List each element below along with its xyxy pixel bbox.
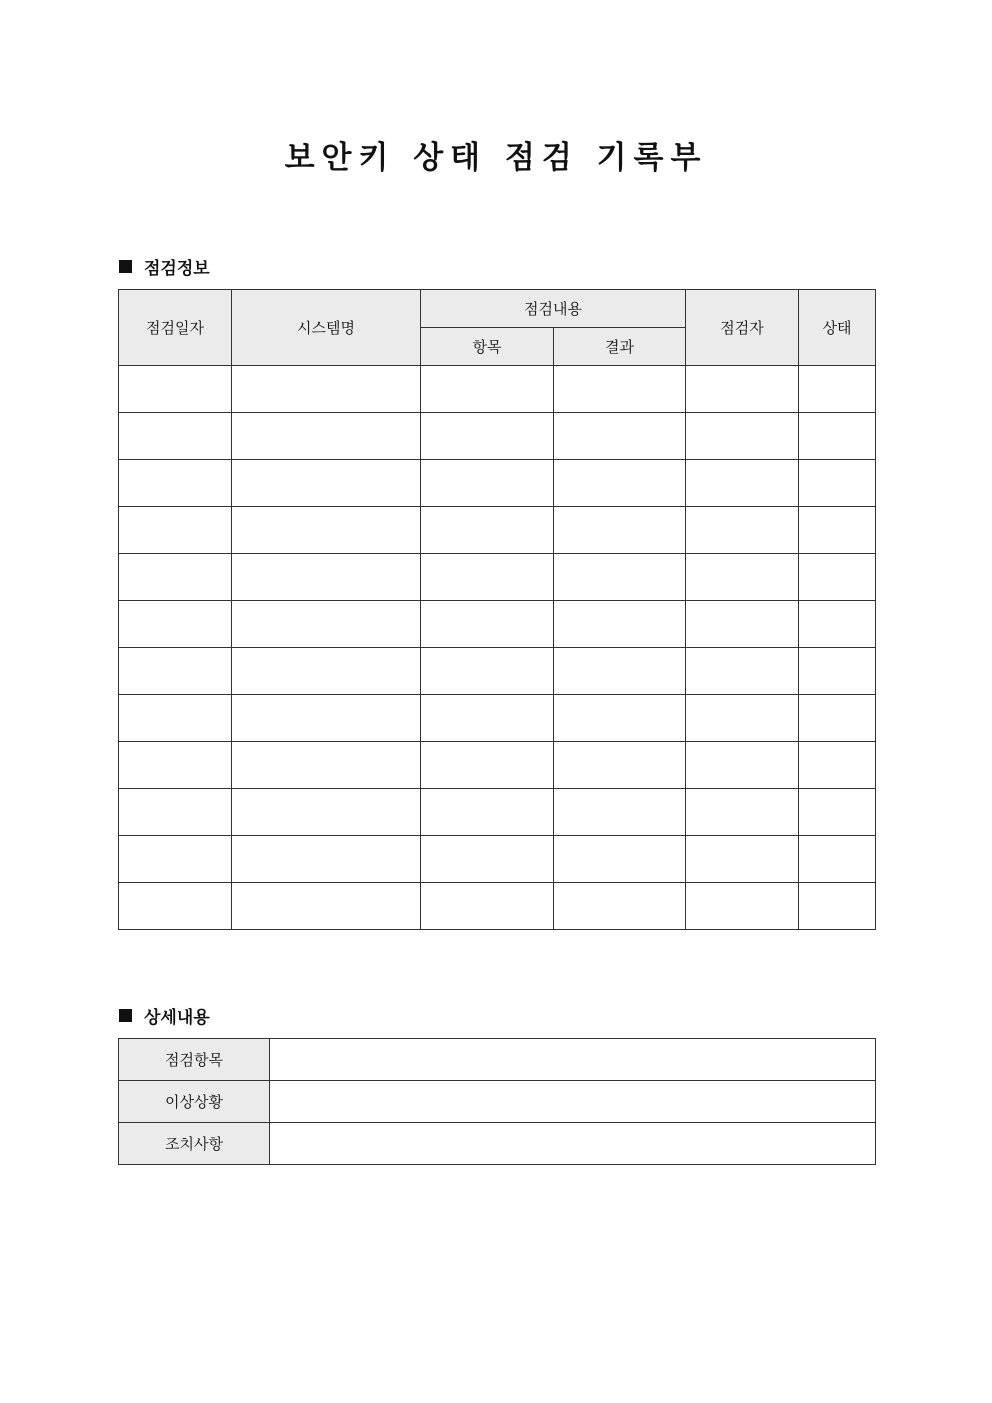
result-cell[interactable] bbox=[554, 836, 686, 883]
detail-row-action-taken bbox=[119, 1123, 876, 1165]
section-heading-details bbox=[119, 1003, 210, 1028]
item-cell[interactable] bbox=[421, 413, 554, 460]
item-cell[interactable] bbox=[421, 601, 554, 648]
result-cell[interactable] bbox=[554, 601, 686, 648]
header-result: 결과 bbox=[554, 328, 686, 366]
inspector-cell[interactable] bbox=[686, 836, 799, 883]
details-table bbox=[118, 1038, 876, 1165]
date-cell[interactable] bbox=[119, 413, 232, 460]
inspector-cell[interactable] bbox=[686, 507, 799, 554]
date-cell[interactable] bbox=[119, 695, 232, 742]
item-cell[interactable] bbox=[421, 695, 554, 742]
table-row bbox=[119, 413, 876, 460]
date-cell[interactable] bbox=[119, 601, 232, 648]
item-cell[interactable] bbox=[421, 883, 554, 930]
header-date: 점검일자 bbox=[119, 290, 232, 366]
system-name-cell[interactable] bbox=[232, 742, 421, 789]
result-cell[interactable] bbox=[554, 883, 686, 930]
inspector-cell[interactable] bbox=[686, 413, 799, 460]
system-name-cell[interactable] bbox=[232, 460, 421, 507]
status-cell[interactable] bbox=[799, 601, 876, 648]
result-cell[interactable] bbox=[554, 695, 686, 742]
table-row bbox=[119, 366, 876, 413]
table-row bbox=[119, 789, 876, 836]
square-bullet-icon bbox=[119, 1009, 132, 1022]
status-cell[interactable] bbox=[799, 460, 876, 507]
status-cell[interactable] bbox=[799, 789, 876, 836]
system-name-cell[interactable] bbox=[232, 695, 421, 742]
status-cell[interactable] bbox=[799, 554, 876, 601]
detail-label: 점검항목 bbox=[119, 1039, 270, 1081]
table-row bbox=[119, 742, 876, 789]
table-row bbox=[119, 695, 876, 742]
date-cell[interactable] bbox=[119, 554, 232, 601]
inspector-cell[interactable] bbox=[686, 883, 799, 930]
date-cell[interactable] bbox=[119, 460, 232, 507]
inspection-log-table bbox=[118, 289, 876, 930]
item-cell[interactable] bbox=[421, 836, 554, 883]
system-name-cell[interactable] bbox=[232, 789, 421, 836]
header-system-name: 시스템명 bbox=[232, 290, 421, 366]
status-cell[interactable] bbox=[799, 648, 876, 695]
detail-row-inspection-item bbox=[119, 1039, 876, 1081]
result-cell[interactable] bbox=[554, 554, 686, 601]
inspector-cell[interactable] bbox=[686, 460, 799, 507]
inspector-cell[interactable] bbox=[686, 789, 799, 836]
result-cell[interactable] bbox=[554, 460, 686, 507]
result-cell[interactable] bbox=[554, 507, 686, 554]
status-cell[interactable] bbox=[799, 507, 876, 554]
result-cell[interactable] bbox=[554, 413, 686, 460]
detail-value-cell[interactable] bbox=[270, 1123, 876, 1165]
square-bullet-icon bbox=[119, 260, 132, 273]
system-name-cell[interactable] bbox=[232, 883, 421, 930]
date-cell[interactable] bbox=[119, 836, 232, 883]
section-heading-label: 점검정보 bbox=[144, 259, 210, 279]
table-row bbox=[119, 883, 876, 930]
table-row bbox=[119, 836, 876, 883]
system-name-cell[interactable] bbox=[232, 507, 421, 554]
inspector-cell[interactable] bbox=[686, 648, 799, 695]
date-cell[interactable] bbox=[119, 742, 232, 789]
detail-value-cell[interactable] bbox=[270, 1039, 876, 1081]
document-title: 보안키 상태 점검 기록부 bbox=[284, 140, 708, 176]
inspector-cell[interactable] bbox=[686, 601, 799, 648]
status-cell[interactable] bbox=[799, 836, 876, 883]
item-cell[interactable] bbox=[421, 507, 554, 554]
item-cell[interactable] bbox=[421, 789, 554, 836]
section-heading-inspection-info bbox=[119, 254, 210, 279]
result-cell[interactable] bbox=[554, 366, 686, 413]
header-content: 점검내용 bbox=[421, 290, 686, 328]
result-cell[interactable] bbox=[554, 742, 686, 789]
date-cell[interactable] bbox=[119, 789, 232, 836]
item-cell[interactable] bbox=[421, 366, 554, 413]
status-cell[interactable] bbox=[799, 366, 876, 413]
inspector-cell[interactable] bbox=[686, 695, 799, 742]
item-cell[interactable] bbox=[421, 742, 554, 789]
status-cell[interactable] bbox=[799, 742, 876, 789]
inspector-cell[interactable] bbox=[686, 742, 799, 789]
section-heading-label: 상세내용 bbox=[144, 1008, 210, 1028]
system-name-cell[interactable] bbox=[232, 836, 421, 883]
system-name-cell[interactable] bbox=[232, 601, 421, 648]
item-cell[interactable] bbox=[421, 554, 554, 601]
inspector-cell[interactable] bbox=[686, 554, 799, 601]
header-inspector: 점검자 bbox=[686, 290, 799, 366]
detail-value-cell[interactable] bbox=[270, 1081, 876, 1123]
table-row bbox=[119, 554, 876, 601]
item-cell[interactable] bbox=[421, 460, 554, 507]
table-row bbox=[119, 507, 876, 554]
table-row bbox=[119, 648, 876, 695]
item-cell[interactable] bbox=[421, 648, 554, 695]
status-cell[interactable] bbox=[799, 883, 876, 930]
date-cell[interactable] bbox=[119, 507, 232, 554]
status-cell[interactable] bbox=[799, 413, 876, 460]
detail-label: 이상상황 bbox=[119, 1081, 270, 1123]
result-cell[interactable] bbox=[554, 789, 686, 836]
header-status: 상태 bbox=[799, 290, 876, 366]
inspector-cell[interactable] bbox=[686, 366, 799, 413]
table-row bbox=[119, 460, 876, 507]
result-cell[interactable] bbox=[554, 648, 686, 695]
system-name-cell[interactable] bbox=[232, 554, 421, 601]
header-item: 항목 bbox=[421, 328, 554, 366]
system-name-cell[interactable] bbox=[232, 366, 421, 413]
status-cell[interactable] bbox=[799, 695, 876, 742]
date-cell[interactable] bbox=[119, 648, 232, 695]
date-cell[interactable] bbox=[119, 883, 232, 930]
system-name-cell[interactable] bbox=[232, 413, 421, 460]
system-name-cell[interactable] bbox=[232, 648, 421, 695]
detail-row-abnormal-situation bbox=[119, 1081, 876, 1123]
detail-label: 조치사항 bbox=[119, 1123, 270, 1165]
date-cell[interactable] bbox=[119, 366, 232, 413]
table-row bbox=[119, 601, 876, 648]
